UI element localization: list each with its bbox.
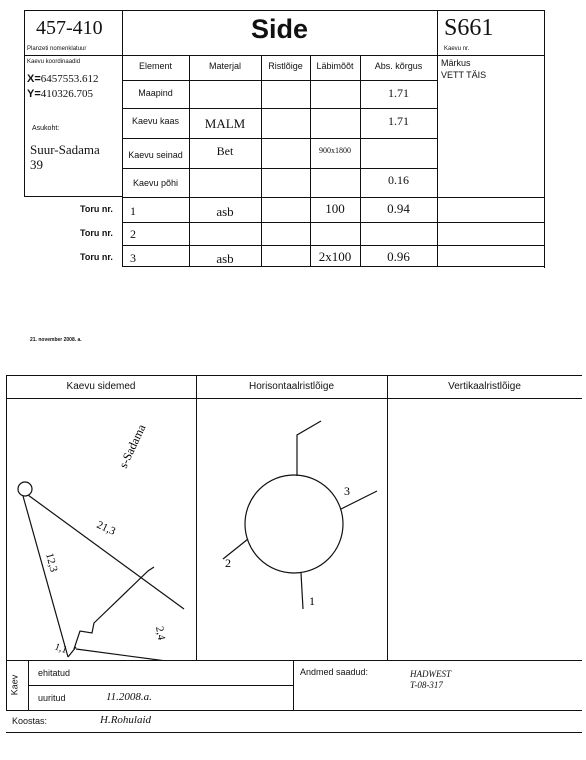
well-caption: Kaevu nr. [444, 46, 470, 52]
pipe1-material: asb [216, 204, 234, 219]
col-ties: Kaevu sidemed [66, 381, 136, 392]
row-ground-abs: 1.71 [388, 86, 409, 100]
data-from-label: Andmed saadud: [300, 667, 369, 677]
col-horizontal: Horisontaalristlõige [248, 381, 335, 392]
pipe2-label: Toru nr. [80, 228, 113, 238]
data-from-line2: T-08-317 [410, 680, 443, 690]
coord-y-label: Y= [27, 88, 41, 100]
sheet-id: 457-410 [36, 17, 103, 39]
coords-label: Kaevu koordinaadid [27, 59, 81, 65]
pipe-1-label: 1 [309, 594, 315, 608]
row-lid-material: MALM [204, 116, 246, 131]
pipe3-material: asb [216, 251, 234, 266]
col-element: Element [138, 61, 173, 71]
dim-b: 12,3 [43, 551, 60, 574]
sheet-caption: Planzeti nomenklatuur [27, 46, 87, 52]
ties-sketch [6, 399, 196, 661]
col-diameter: Läbimõõt [316, 61, 354, 71]
notes-value: VETT TÄIS [441, 70, 487, 80]
data-from-line1: HADWEST [410, 669, 451, 679]
pipe1-diameter: 100 [325, 201, 345, 216]
dim-a: 21,3 [94, 518, 118, 538]
row-ground-label: Maapind [138, 88, 173, 98]
author-label: Koostas: [12, 716, 48, 726]
document-date: 21. november 2008. a. [30, 337, 82, 343]
pipe3-label: Toru nr. [80, 252, 113, 262]
row-lid-label: Kaevu kaas [131, 116, 180, 126]
coord-x-label: X= [27, 73, 41, 85]
pipe1-label: Toru nr. [80, 204, 113, 214]
built-label: ehitatud [38, 668, 71, 678]
well-marker-icon [18, 482, 32, 496]
row-bottom-abs: 0.16 [388, 173, 409, 187]
row-walls-label: Kaevu seinad [128, 150, 183, 160]
location-line1: Suur-Sadama [30, 142, 100, 157]
pipe1-abs: 0.94 [387, 201, 410, 216]
well-id: S661 [444, 15, 494, 41]
row-lid-abs: 1.71 [388, 114, 409, 128]
row-bottom-label: Kaevu põhi [132, 178, 179, 188]
author-value: H.Rohulaid [100, 714, 152, 726]
coord-x [27, 73, 99, 85]
pipe3-diameter: 2x100 [318, 249, 352, 264]
location-line2: 39 [30, 157, 43, 172]
street-text: s-Sadama [116, 422, 149, 471]
row-walls-material: Bet [216, 144, 234, 158]
col-cross: Ristlõige [268, 61, 303, 71]
footer-side-label: Kaev [9, 674, 20, 696]
dim-c: 2,4 [153, 625, 168, 642]
dim-d: 1,1 [52, 641, 69, 657]
coord-y-value: 410326.705 [40, 88, 94, 100]
coord-x-value: 6457553.612 [40, 73, 99, 85]
pipe1-nr: 1 [130, 204, 136, 218]
notes-header: Märkus [441, 58, 471, 68]
surveyed-value: 11.2008.a. [106, 691, 152, 703]
pipe3-abs: 0.96 [387, 249, 410, 264]
well-circle-icon [245, 475, 343, 573]
coord-y [27, 88, 93, 100]
row-walls-diameter: 900x1800 [319, 146, 351, 155]
col-vertical: Vertikaalristlõige [448, 381, 521, 392]
surveyed-label: uuritud [38, 693, 66, 703]
horizontal-section [197, 399, 387, 661]
location-label: Asukoht: [32, 125, 60, 132]
pipe2-nr: 2 [130, 227, 136, 241]
pipe3-nr: 3 [130, 251, 136, 265]
page-title: Side [250, 14, 309, 44]
col-abs: Abs. kõrgus [374, 61, 423, 71]
pipe-3-label: 3 [344, 484, 350, 498]
pipe-2-label: 2 [225, 556, 231, 570]
col-material: Materjal [208, 61, 241, 71]
